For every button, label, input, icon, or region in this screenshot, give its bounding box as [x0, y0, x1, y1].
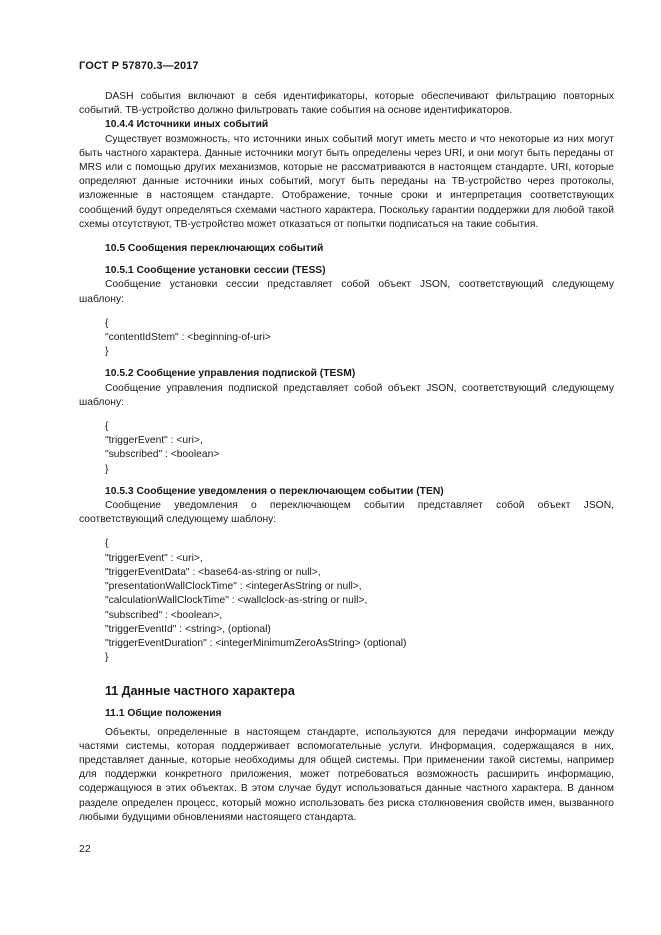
code-line: "triggerEvent" : <uri>, — [105, 435, 203, 447]
code-line: "triggerEventDuration" : <integerMinimumZeroAsString> (optional) — [105, 637, 407, 649]
section-10-5-3-paragraph: Сообщение уведомления о переключающем событии представляет собой объект JSON, соответствующий следующему шаблону: — [79, 500, 614, 526]
standard-header: ГОСТ Р 57870.3—2017 — [79, 60, 199, 72]
code-line: } — [105, 463, 109, 475]
code-line: { — [105, 538, 109, 550]
section-10-5-2-heading: 10.5.2 Сообщение управления подпиской (TESM) — [105, 368, 356, 380]
code-line: } — [105, 346, 109, 358]
code-line: "presentationWallClockTime" : <integerAsString or null>, — [105, 581, 362, 593]
code-line: "triggerEvent" : <uri>, — [105, 552, 203, 564]
code-line: "calculationWallClockTime" : <wallclock-as-string or null>, — [105, 595, 368, 607]
section-11-1-heading: 11.1 Общие положения — [105, 708, 222, 720]
code-line: "subscribed" : <boolean>, — [105, 609, 223, 621]
section-11-1-paragraph: Объекты, определенные в настоящем стандарте, используются для передачи информации между частями системы, которая поддерживает вспомогательные услуги. Информация, содержащаяся в них, представляет данные, которые необходимы для общей системы. При применении такой системы, например для поддержки конкретного приложения, может потребоваться возможность расширить информацию, содержащуюся в этих объектах. В этом случае будут использоваться данные частного характера. В данном разделе определен процесс, который можно использовать без риска столкновения свойств имен, вызванного любыми будущими обновлениями настоящего стандарта. — [79, 726, 614, 823]
section-10-5-3-heading: 10.5.3 Сообщение уведомления о переключающем событии (TEN) — [105, 485, 444, 497]
document-body — [79, 90, 614, 825]
section-10-5-1-heading: 10.5.1 Сообщение установки сессии (TESS) — [105, 265, 326, 277]
code-line: "contentIdStem" : <beginning-of-uri> — [105, 332, 271, 344]
intro-paragraph: DASH события включают в себя идентификаторы, которые обеспечивают фильтрацию повторных событий. ТВ-устройство должно фильтровать такие события на основе идентификаторов. — [79, 91, 614, 117]
section-10-5-heading: 10.5 Сообщения переключающих событий — [105, 243, 324, 255]
code-line: "triggerEventData" : <base64-as-string or null>, — [105, 566, 321, 578]
section-11-heading: 11 Данные частного характера — [105, 684, 295, 699]
page-number: 22 — [79, 843, 91, 855]
code-line: { — [105, 421, 109, 433]
code-line: "triggerEventId" : <string>, (optional) — [105, 623, 271, 635]
code-line: "subscribed" : <boolean> — [105, 449, 220, 461]
section-10-4-4-heading: 10.4.4 Источники иных событий — [105, 119, 269, 131]
section-10-4-4-paragraph: Существует возможность, что источники иных событий могут иметь место и что некоторые из них могут быть частного характера. Данные источники могут быть определены через URI, и они могут быть переданы от MRS или с помощью других механизмов, которые не рассматриваются в настоящем стандарте. URI, которые определяют данные источники иных событий, могут быть переданы на ТВ-устройство через протоколы, изложенные в настоящем стандарте. Отображение, точные сроки и интерпретация соответствующих сообщений будут определяться схемами частного характера. Поскольку гарантии поддержки для любой такой схемы отсутствуют, ТВ-устройство может отказаться от попытки подписаться на такие события. — [79, 133, 614, 230]
code-line: } — [105, 652, 109, 664]
code-line: { — [105, 317, 109, 329]
section-10-5-2-paragraph: Сообщение управления подпиской представляет собой объект JSON, соответствующий следующему шаблону: — [79, 382, 614, 408]
section-10-5-1-paragraph: Сообщение установки сессии представляет собой объект JSON, соответствующий следующему шаблону: — [79, 279, 614, 305]
